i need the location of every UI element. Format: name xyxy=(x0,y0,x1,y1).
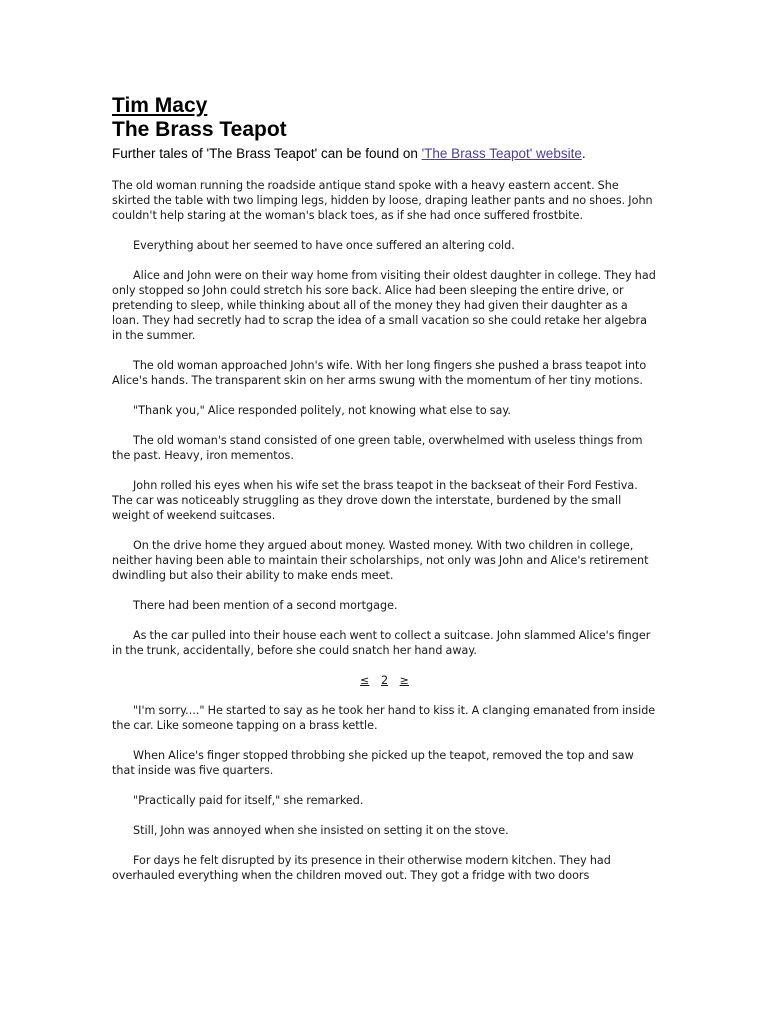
story-paragraph: Still, John was annoyed when she insisted on setting it on the stove. xyxy=(133,824,509,837)
story-paragraph: The old woman approached John's wife. With her long fingers she pushed a brass teapot into Alice's hands. The transparent skin on her arms swung with the momentum of her tiny motions. xyxy=(112,359,647,387)
story-paragraph: "I'm sorry...." He started to say as he took her hand to kiss it. A clanging emanated from inside the car. Like someone tapping on a brass kettle. xyxy=(112,704,656,732)
author-name: Tim Macy xyxy=(112,94,208,117)
story-paragraph: "Thank you," Alice responded politely, not knowing what else to say. xyxy=(133,404,511,417)
story-paragraph: When Alice's finger stopped throbbing she picked up the teapot, removed the top and saw that inside was five quarters. xyxy=(112,749,634,777)
story-paragraph: The old woman's stand consisted of one green table, overwhelmed with useless things from the past. Heavy, iron mementos. xyxy=(112,434,643,462)
story-paragraph: As the car pulled into their house each went to collect a suitcase. John slammed Alice's finger in the trunk, accidentally, before she could snatch her hand away. xyxy=(112,629,651,657)
article xyxy=(112,94,657,898)
story-paragraph: "Practically paid for itself," she remarked. xyxy=(133,794,364,807)
story-paragraph: There had been mention of a second mortgage. xyxy=(133,599,398,612)
brass-teapot-website-link[interactable]: 'The Brass Teapot' website xyxy=(421,146,582,161)
story-title: The Brass Teapot xyxy=(112,118,287,141)
tagline xyxy=(112,145,657,162)
story-paragraph: On the drive home they argued about money. Wasted money. With two children in college, neither having been able to maintain their scholarships, not only was John and Alice's retirement dwindling but also their ability to make ends meet. xyxy=(112,539,649,582)
tagline-prefix: Further tales of 'The Brass Teapot' can be found on xyxy=(112,146,422,161)
previous-page-link[interactable]: ≤ xyxy=(360,674,370,687)
story-paragraph: Everything about her seemed to have once suffered an altering cold. xyxy=(133,239,515,252)
story-paragraph: The old woman running the roadside antique stand spoke with a heavy eastern accent. She skirted the table with two limping legs, hidden by loose, draping leather pants and no shoes. John couldn't help staring at the woman's black toes, as if she had once suffered frostbite. xyxy=(112,179,653,222)
story-paragraph: For days he felt disrupted by its presence in their otherwise modern kitchen. They had overhauled everything when the children moved out. They got a fridge with two doors xyxy=(112,854,611,882)
story-body xyxy=(112,178,657,883)
current-page-link[interactable]: 2 xyxy=(380,674,389,687)
next-page-link[interactable]: ≥ xyxy=(399,674,409,687)
page-navigation xyxy=(112,673,657,688)
story-paragraph: John rolled his eyes when his wife set the brass teapot in the backseat of their Ford Festiva. The car was noticeably struggling as they drove down the interstate, burdened by the small weight of weekend suitcases. xyxy=(112,479,638,522)
story-paragraph: Alice and John were on their way home from visiting their oldest daughter in college. They had only stopped so John could stretch his sore back. Alice had been sleeping the entire drive, or pretending to sleep, while thinking about all of the money they had given their daughter as a loan. They had secretly had to scrap the idea of a small vacation so she could retake her algebra in the summer. xyxy=(112,269,656,342)
tagline-suffix: . xyxy=(581,146,586,161)
